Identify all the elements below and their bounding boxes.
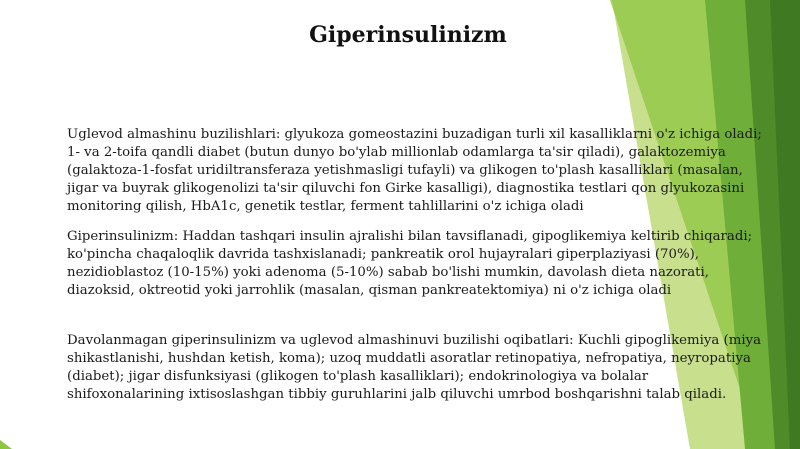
paragraph-hyperinsulinism: Giperinsulinizm: Haddan tashqari insulin ajralishi bilan tavsiflanadi, gipoglikemiya keltirib chiqaradi; ko'pincha chaqaloqlik davrida tashxislanadi; pankreatik orol hujayralari giperplaziyasi (70%), nezidioblastoz (10-15%) yoki adenoma (5-10%) sabab bo'lishi mumkin, davolash dieta nazorati, diazoksid, oktreotid yoki jarrohlik (masalan, qisman pankreatektomiya) ni o'z ichiga oladi bbox=[67, 229, 753, 298]
paragraph-carbohydrate-disorders: Uglevod almashinu buzilishlari: glyukoza gomeostazini buzadigan turli xil kasalliklarni o'z ichiga oladi; 1- va 2-toifa qandli diabet (butun dunyo bo'ylab millionlab odamlarga ta'sir qiladi), galaktozemiya (galaktoza-1-fosfat uridiltransferaza yetishmasligi tufayli) va glikogen to'plash kasalliklari (masalan, jigar va buyrak glikogenolizi ta'sir qiluvchi fon Girke kasalligi), diagnostika testlari qon glyukozasini monitoring qilish, HbA1c, genetik testlar, ferment tahlillarini o'z ichiga oladi bbox=[67, 127, 762, 214]
slide-title: Giperinsulinizm bbox=[309, 22, 507, 48]
paragraph-consequences: Davolanmagan giperinsulinizm va uglevod almashinuvi buzilishi oqibatlari: Kuchli gipoglikemiya (miya shikastlanishi, hushdan ketish, koma); uzoq muddatli asoratlar retinopatiya, nefropatiya, neyropatiya (diabet); jigar disfunksiyasi (glikogen to'plash kasalliklari); endokrinologiya va bolalar shifoxonalarining ixtisoslashgan tibbiy guruhlarini jalb qiluvchi umrbod boshqarishni talab qiladi. bbox=[67, 333, 762, 402]
green-shape-bottom-left bbox=[0, 440, 12, 449]
